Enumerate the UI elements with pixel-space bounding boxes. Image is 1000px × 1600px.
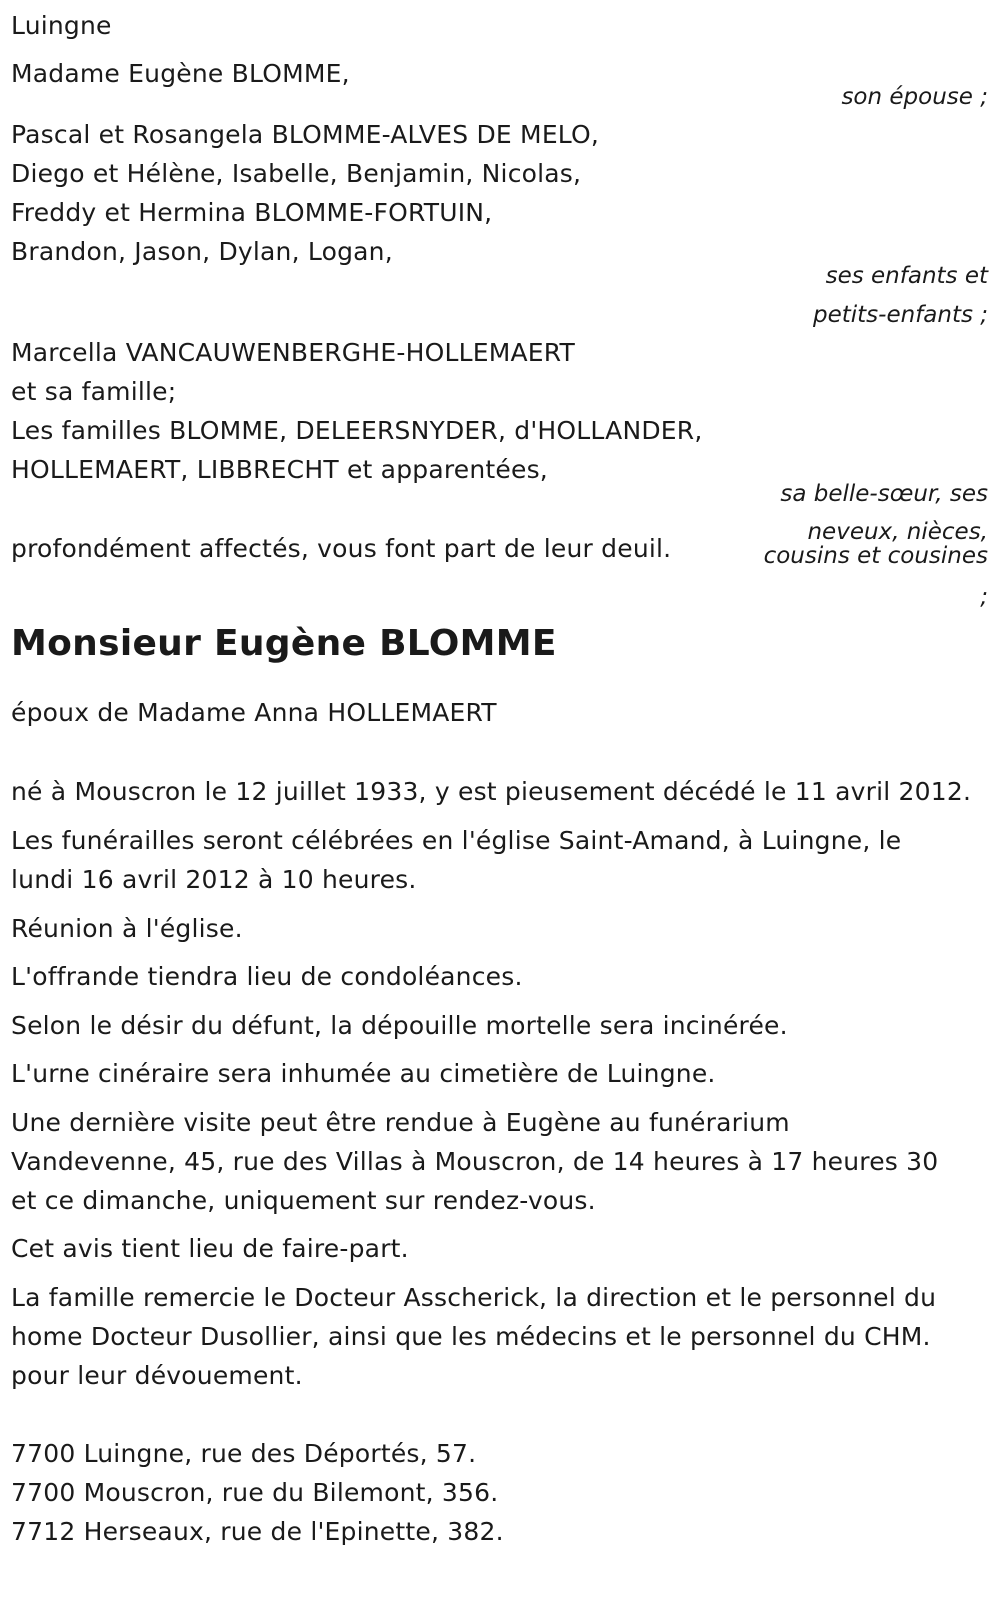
cremation-line: Selon le désir du défunt, la dépouille mortelle sera incinérée.: [11, 1011, 788, 1040]
funeral-line: Les funérailles seront célébrées en l'église Saint-Amand, à Luingne, le: [11, 826, 902, 855]
extended-family-line: Marcella VANCAUWENBERGHE-HOLLEMAERT: [11, 338, 576, 367]
address-line: 7700 Luingne, rue des Déportés, 57.: [11, 1439, 477, 1468]
thanks-line: pour leur dévouement.: [11, 1361, 303, 1390]
urn-line: L'urne cinéraire sera inhumée au cimetière de Luingne.: [11, 1059, 716, 1088]
visit-line: Une dernière visite peut être rendue à Eugène au funérarium: [11, 1108, 790, 1137]
announcement-text: profondément affectés, vous font part de leur deuil.: [11, 534, 672, 563]
visit-line: Vandevenne, 45, rue des Villas à Mouscron, de 14 heures à 17 heures 30: [11, 1147, 939, 1176]
meeting-line: Réunion à l'église.: [11, 914, 243, 943]
extended-family-line: et sa famille;: [11, 377, 177, 406]
location-line: Luingne: [11, 11, 112, 40]
thanks-line: La famille remercie le Docteur Asscherick, la direction et le personnel du: [11, 1283, 937, 1312]
deceased-name: Monsieur Eugène BLOMME: [11, 623, 557, 664]
address-line: 7700 Mouscron, rue du Bilemont, 356.: [11, 1478, 499, 1507]
extended-family-line: HOLLEMAERT, LIBBRECHT et apparentées,: [11, 455, 548, 484]
extended-role-line: sa belle-sœur, ses: [780, 481, 988, 507]
extended-role-line: cousins et cousines: [763, 543, 988, 569]
children-role-line: ses enfants et: [825, 263, 988, 289]
children-line: Pascal et Rosangela BLOMME-ALVES DE MELO,: [11, 120, 600, 149]
spouse-role: son épouse ;: [841, 84, 988, 110]
children-line: Brandon, Jason, Dylan, Logan,: [11, 237, 393, 266]
address-line: 7712 Herseaux, rue de l'Epinette, 382.: [11, 1517, 504, 1546]
visit-line: et ce dimanche, uniquement sur rendez-vous.: [11, 1186, 596, 1215]
notice-line: Cet avis tient lieu de faire-part.: [11, 1234, 409, 1263]
deceased-spouse: époux de Madame Anna HOLLEMAERT: [11, 698, 497, 727]
thanks-line: home Docteur Dusollier, ainsi que les médecins et le personnel du CHM.: [11, 1322, 931, 1351]
children-role-line: petits-enfants ;: [812, 302, 988, 328]
children-line: Diego et Hélène, Isabelle, Benjamin, Nicolas,: [11, 159, 582, 188]
birth-death-line: né à Mouscron le 12 juillet 1933, y est pieusement décédé le 11 avril 2012.: [11, 777, 972, 806]
offering-line: L'offrande tiendra lieu de condoléances.: [11, 962, 523, 991]
extended-family-line: Les familles BLOMME, DELEERSNYDER, d'HOLLANDER,: [11, 416, 703, 445]
spouse-name: Madame Eugène BLOMME,: [11, 59, 350, 88]
funeral-line: lundi 16 avril 2012 à 10 heures.: [11, 865, 417, 894]
children-line: Freddy et Hermina BLOMME-FORTUIN,: [11, 198, 493, 227]
extended-role-line: neveux, nièces,: [807, 519, 988, 545]
extended-role-line: ;: [980, 584, 988, 610]
